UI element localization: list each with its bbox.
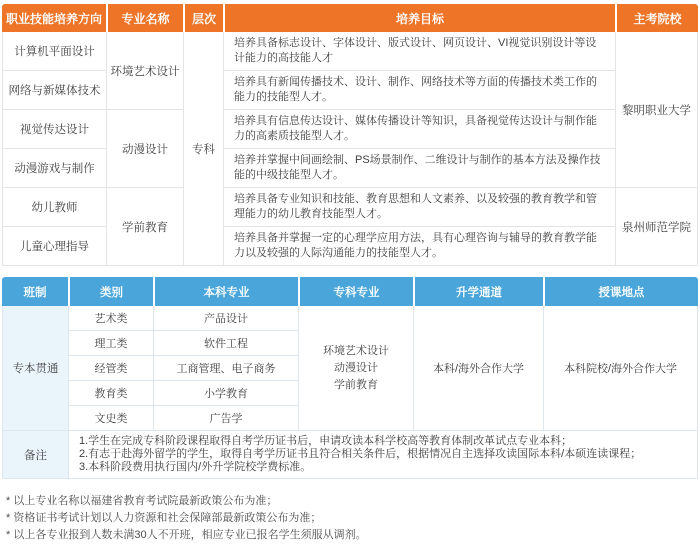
goal-cell: 培养具有信息传达设计、媒体传播设计等知识，具备视觉传达设计与制作能力的高素质技能型人才。: [223, 110, 615, 149]
undergrad-major-cell: 软件工程: [153, 331, 298, 356]
t2-header-row: [2, 277, 698, 306]
remark-line: 3.本科阶段费用执行国内/外升学院校学费标准。: [79, 461, 312, 473]
table-row: [2, 32, 698, 71]
location-cell: 本科院校/海外合作大学: [543, 306, 698, 431]
t2-header-category: 类别: [68, 277, 153, 306]
t2-header-location: 授课地点: [543, 277, 698, 306]
table-row: [2, 110, 698, 149]
remark-line: 1.学生在完成专科阶段课程取得自考学历证书后，申请攻读本科学校高等教育体制改革试点专业本科；: [79, 435, 573, 447]
direction-cell: 计算机平面设计: [2, 32, 106, 71]
category-cell: 艺术类: [68, 306, 153, 331]
training-programs-table: [2, 4, 698, 266]
category-cell: 经管类: [68, 356, 153, 381]
major-cell: 学前教育: [106, 188, 183, 266]
undergrad-major-cell: 小学教育: [153, 381, 298, 406]
major-cell: 动漫设计: [106, 110, 183, 188]
remark-line: 2.有志于赴海外留学的学生，取得自考学历证书且符合相关条件后，根据情况自主选择攻读国际本科/本硕连读课程；: [79, 448, 642, 460]
remark-row: [2, 431, 698, 479]
t1-header-goal: 培养目标: [223, 4, 615, 32]
college-major-line: 动漫设计: [334, 361, 378, 374]
class-mode-cell: 专本贯通: [2, 306, 68, 431]
t2-header-college-major: 专科专业: [298, 277, 413, 306]
t1-header-level: 层次: [183, 4, 223, 32]
direction-cell: 幼儿教师: [2, 188, 106, 227]
major-cell: 环境艺术设计: [106, 32, 183, 110]
direction-cell: 儿童心理指导: [2, 227, 106, 266]
category-cell: 理工类: [68, 331, 153, 356]
footnote-line: * 以上专业名称以福建省教育考试院最新政策公布为准；: [6, 495, 278, 507]
t1-header-major: 专业名称: [106, 4, 183, 32]
table-row: [2, 188, 698, 227]
t2-header-pathway: 升学通道: [413, 277, 543, 306]
t1-header-direction: 职业技能培养方向: [2, 4, 106, 32]
remarks-cell: [68, 431, 698, 479]
articulation-table: [2, 277, 698, 479]
footnotes: [6, 493, 698, 544]
goal-cell: 培养具备专业知识和技能、教育思想和人文素养、以及较强的教育教学和管理能力的幼儿教育技能型人才。: [223, 188, 615, 227]
college-major-line: 环境艺术设计: [323, 344, 389, 357]
college-cell: 黎明职业大学: [615, 32, 698, 188]
footnote-line: * 以上各专业报到人数未满30人不开班，相应专业已报名学生须服从调剂。: [6, 529, 367, 541]
table-row: [2, 306, 698, 331]
direction-cell: 动漫游戏与制作: [2, 149, 106, 188]
direction-cell: 视觉传达设计: [2, 110, 106, 149]
t2-header-class-mode: 班制: [2, 277, 68, 306]
college-cell: 泉州师范学院: [615, 188, 698, 266]
t2-header-undergrad-major: 本科专业: [153, 277, 298, 306]
undergrad-major-cell: 广告学: [153, 406, 298, 431]
level-cell: 专科: [183, 32, 223, 266]
t1-header-college: 主考院校: [615, 4, 698, 32]
college-major-line: 学前教育: [334, 378, 378, 391]
goal-cell: 培养具备标志设计、字体设计、版式设计、网页设计、VI视觉识别设计等设计能力的高技能人才: [223, 32, 615, 71]
remark-label-cell: 备注: [2, 431, 68, 479]
goal-cell: 培养具有新闻传播技术、设计、制作、网络技术等方面的传播技术类工作的能力的技能型人才。: [223, 71, 615, 110]
goal-cell: 培养具备并掌握一定的心理学应用方法，具有心理咨询与辅导的教育教学能力以及较强的人际沟通能力的技能型人才。: [223, 227, 615, 266]
undergrad-major-cell: 工商管理、电子商务: [153, 356, 298, 381]
undergrad-major-cell: 产品设计: [153, 306, 298, 331]
category-cell: 教育类: [68, 381, 153, 406]
t1-header-row: [2, 4, 698, 32]
goal-cell: 培养并掌握中间画绘制、PS场景制作、二维设计与制作的基本方法及操作技能的中级技能型人才。: [223, 149, 615, 188]
college-majors-cell: [298, 306, 413, 431]
category-cell: 文史类: [68, 406, 153, 431]
footnote-line: * 资格证书考试计划以人力资源和社会保障部最新政策公布为准；: [6, 512, 322, 524]
pathway-cell: 本科/海外合作大学: [413, 306, 543, 431]
direction-cell: 网络与新媒体技术: [2, 71, 106, 110]
